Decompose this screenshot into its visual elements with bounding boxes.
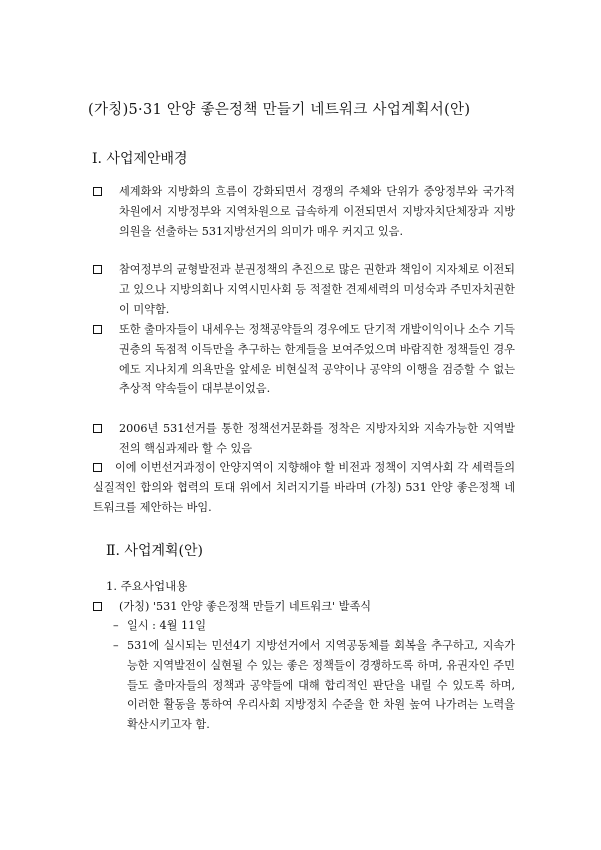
document-title: (가칭)5·31 안양 좋은정책 만들기 네트워크 사업계획서(안) [88,102,471,118]
bullet-item [93,320,515,399]
bullet-text: 또한 출마자들이 내세우는 정책공약들의 경우에도 단기적 개발이익이나 소수 기득권층의 독점적 이득만을 추구하는 한계들을 보여주었으며 바람직한 정책들인 경우에도 지나치게 의욕만을 앞세운 비현실적 공약이나 공약의 이행을 검증할 수 없는 추상적 약속들이 대부분이었음. [119,323,515,396]
bullet-text: (가칭) '531 안양 좋은정책 만들기 네트워크' 발족식 [119,600,372,613]
bullet-item [93,260,515,319]
bullet-text: 세계화와 지방화의 흐름이 강화되면서 경쟁의 주체와 단위가 중앙정부와 국가적 차원에서 지방정부와 지역차원으로 급속하게 이전되면서 지방자치단체장과 지방의원을 선출하는 531지방선거의 의미가 매우 커지고 있음. [119,185,515,238]
dash-marker: – [113,619,119,632]
dash-text: 531에 실시되는 민선4기 지방선거에서 지역공동체를 회복을 추구하고, 지속가능한 지역발전이 실현될 수 있는 좋은 정책들이 경쟁하도록 하며, 유권자인 주민들도 출마자들의 정책과 공약들에 대해 합리적인 판단을 내릴 수 있도록 하며, 이러한 활동을 통하여 우리사회 지방정치 수준을 한 차원 높여 나가려는 노력을 확산시키고자 함. [127,639,515,732]
dash-item [113,636,515,735]
bullet-item [93,182,515,241]
checkbox-square-icon [93,265,102,274]
checkbox-square-icon [93,463,102,472]
bullet-text: 참여정부의 균형발전과 분권정책의 추진으로 많은 권한과 책임이 지자체로 이전되고 있으나 지방의회나 지역시민사회 등 적절한 견제세력의 미성숙과 주민자치권한이 미약함. [119,263,515,316]
bullet-text: 2006년 531선거를 통한 정책선거문화를 정착은 지방자치와 지속가능한 지역발전의 핵심과제라 할 수 있음 [119,422,515,455]
section-heading-plan: Ⅱ. 사업계획(안) [106,543,203,559]
bullet-item [93,419,515,459]
checkbox-square-icon [93,602,102,611]
checkbox-square-icon [93,187,102,196]
dash-item [113,616,513,636]
bullet-text: 이에 이번선거과정이 안양지역이 지향해야 할 비전과 정책이 지역사회 각 세력들의 실질적인 합의와 협력의 토대 위에서 치러지기를 바라며 (가칭) 531 안양 좋은정책 네트워크를 제안하는 바임. [93,461,515,514]
sub-heading: 1. 주요사업내용 [106,579,188,593]
dash-text: 일시 : 4월 11일 [127,619,207,632]
bullet-item [93,597,515,617]
checkbox-square-icon [93,325,102,334]
section-heading-background: Ⅰ. 사업제안배경 [92,151,188,167]
bullet-item [93,458,515,517]
checkbox-square-icon [93,424,102,433]
dash-marker: – [113,639,119,652]
